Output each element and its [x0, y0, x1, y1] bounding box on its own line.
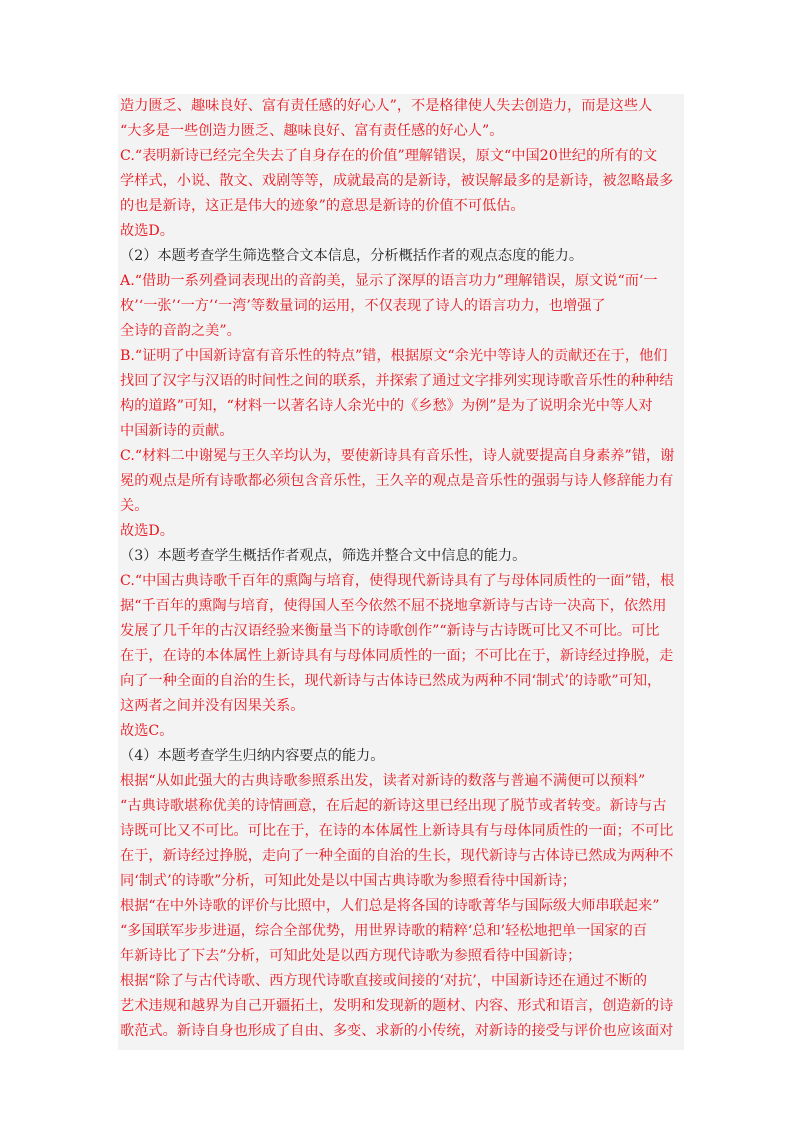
text-line: （3）本题考查学生概括作者观点，筛选并整合文中信息的能力。 — [120, 548, 527, 564]
text-line: 枚’‘一张’‘一方’‘一湾’等数量词的运用，不仅表现了诗人的语言功力，也增强了 — [120, 298, 606, 314]
text-line: 冕的观点是所有诗歌都必须包含音乐性，王久辛的观点是音乐性的强弱与诗人修辞能力有 — [120, 473, 674, 489]
text-line: C.“材料二中谢冕与王久辛均认为，要使新诗具有音乐性，诗人就要提高自身素养”错，谢 — [120, 448, 675, 464]
text-line: 歌范式。新诗自身也形成了自由、多变、求新的小传统，对新诗的接受与评价也应该面对 — [120, 1023, 674, 1039]
text-line: “多国联军步步进逼，综合全部优势，用世界诗歌的精粹‘总和’轻松地把单一国家的百 — [120, 923, 648, 939]
text-line: “大多是一些创造力匮乏、趣味良好、富有责任感的好心人”。 — [120, 123, 504, 139]
text-line: 年新诗比了下去”分析，可知此处是以西方现代诗歌为参照看待中国新诗； — [120, 948, 582, 964]
text-line: 在于，在诗的本体属性上新诗具有与母体同质性的一面；不可比在于，新诗经过挣脱，走 — [120, 648, 674, 664]
text-line: 全诗的音韵之美”。 — [120, 323, 241, 339]
text-line: 艺术违规和越界为自己开疆拓土，发明和发现新的题材、内容、形式和语言，创造新的诗 — [120, 998, 674, 1014]
text-line: 这两者之间并没有因果关系。 — [120, 698, 305, 714]
text-line: 据“千百年的熏陶与培育，使得国人至今依然不屈不挠地拿新诗与古诗一决高下，依然用 — [120, 598, 667, 614]
text-line: “古典诗歌堪称优美的诗情画意，在后起的新诗这里已经出现了脱节或者转变。新诗与古 — [120, 798, 667, 814]
answer-analysis-text — [118, 94, 684, 1050]
text-line: 根据“从如此强大的古典诗歌参照系出发，读者对新诗的数落与普遍不满便可以预料” — [120, 773, 646, 789]
text-line: B.“证明了中国新诗富有音乐性的特点”错，根据原文“余光中等诗人的贡献还在于，他们 — [120, 348, 668, 364]
text-line: 的也是新诗，这正是伟大的迹象”的意思是新诗的价值不可低估。 — [120, 198, 525, 214]
text-line: （2）本题考查学生筛选整合文本信息，分析概括作者的观点态度的能力。 — [120, 248, 584, 264]
text-line: 故选D。 — [120, 523, 174, 539]
text-line: 学样式，小说、散文、戏剧等等，成就最高的是新诗，被误解最多的是新诗，被忽略最多 — [120, 173, 674, 189]
text-line: 关。 — [120, 498, 149, 514]
text-line: 同‘制式’的诗歌”分析，可知此处是以中国古典诗歌为参照看待中国新诗； — [120, 873, 577, 889]
text-line: 中国新诗的贡献。 — [120, 423, 234, 439]
text-line: 发展了几千年的古汉语经验来衡量当下的诗歌创作”“新诗与古诗既可比又不可比。可比 — [120, 623, 660, 639]
text-line: 诗既可比又不可比。可比在于，在诗的本体属性上新诗具有与母体同质性的一面；不可比 — [120, 823, 674, 839]
text-line: 故选D。 — [120, 223, 174, 239]
text-line: 构的道路”可知，“材料一以著名诗人余光中的《乡愁》为例”是为了说明余光中等人对 — [120, 398, 653, 414]
text-line: 故选C。 — [120, 723, 174, 739]
text-line: 造力匮乏、趣味良好、富有责任感的好心人”，不是格律使人失去创造力，而是这些人 — [120, 98, 653, 114]
text-line: 根据“除了与古代诗歌、西方现代诗歌直接或间接的‘对抗’，中国新诗还在通过不断的 — [120, 973, 648, 989]
text-line: C.“中国古典诗歌千百年的熏陶与培育，使得现代新诗具有了与母体同质性的一面”错，根 — [120, 573, 675, 589]
text-line: （4）本题考查学生归纳内容要点的能力。 — [120, 748, 385, 764]
text-line: C.“表明新诗已经完全失去了自身存在的价值”理解错误，原文“中国20世纪的所有的文 — [120, 148, 658, 164]
text-line: 向了一种全面的自治的生长，现代新诗与古体诗已然成为两种不同‘制式’的诗歌”可知， — [120, 673, 662, 689]
text-line: 根据“在中外诗歌的评价与比照中，人们总是将各国的诗歌菁华与国际级大师串联起来” — [120, 898, 660, 914]
text-line: 在于，新诗经过挣脱，走向了一种全面的自治的生长，现代新诗与古体诗已然成为两种不 — [120, 848, 674, 864]
text-line: A.“借助一系列叠词表现出的音韵美，显示了深厚的语言功力”理解错误，原文说“而‘一 — [120, 273, 658, 289]
text-line: 找回了汉字与汉语的时间性之间的联系，并探索了通过文字排列实现诗歌音乐性的种种结 — [120, 373, 674, 389]
